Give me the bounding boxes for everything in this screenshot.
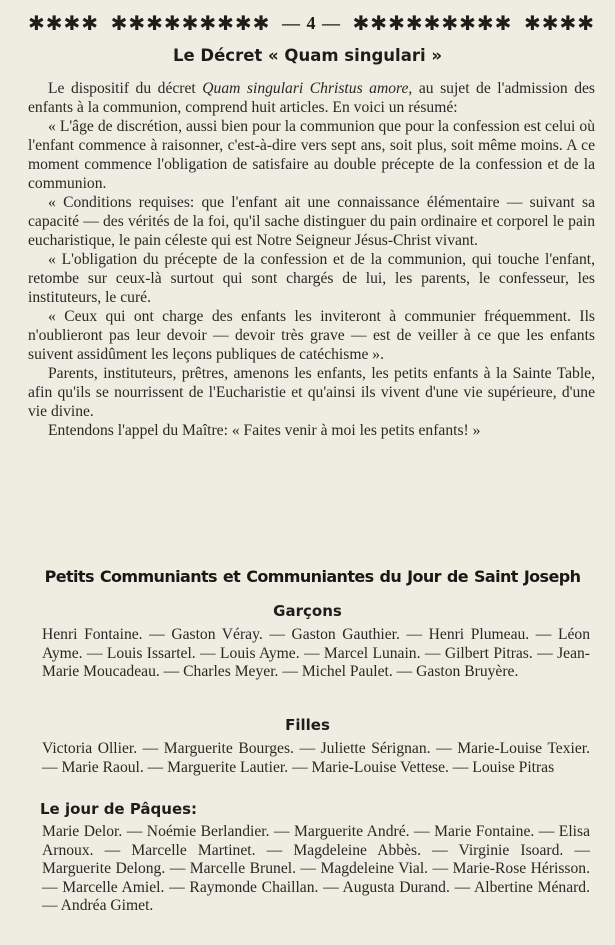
- closing-paragraph: Entendons l'appel du Maître: « Faites venir à moi les petits enfants! »: [48, 422, 481, 439]
- decree-paragraph-age: « L'âge de discrétion, aussi bien pour la communion que pour la confession est celui où l'enfant commence à raisonner, c'est-à-dire vers sept ans, soit plus, soit même moins. A ce moment commence l'obligation de satisfaire au double précepte de la confession et de la communion.: [28, 118, 595, 192]
- decree-name: Quam singulari Christus amore: [202, 80, 409, 97]
- girls-name-list: Victoria Ollier. — Marguerite Bourges. — Juliette Sérignan. — Marie-Louise Texier. — Marie Raoul. — Marguerite Lautier. — Marie-Louise Vettese. — Louise Pitras: [42, 740, 590, 776]
- intro-paragraph: Le dispositif du décret Quam singulari Christus amore, au sujet de l'admission des enfants à la communion, comprend huit articles. En voici un résumé:: [28, 80, 595, 116]
- communicants-heading: Petits Communiants et Communiantes du Jour de Saint Joseph: [44, 567, 581, 586]
- page-header: [28, 9, 595, 37]
- boys-name-list: Henri Fontaine. — Gaston Véray. — Gaston Gauthier. — Henri Plumeau. — Léon Ayme. — Louis Issartel. — Louis Ayme. — Marcel Lunain. — Gilbert Pitras. — Jean-Marie Moucadeau. — Charles Meyer. — Michel Paulet. — Gaston Bruyère.: [42, 626, 590, 681]
- header-stars-right-long: ✱✱✱✱✱✱✱✱✱: [352, 11, 513, 35]
- page-number: — 4 —: [281, 12, 341, 33]
- boys-subheading: Garçons: [273, 602, 342, 620]
- decree-paragraph-conditions: « Conditions requises: que l'enfant ait une connaissance élémentaire — suivant sa capacité — des vérités de la foi, qu'il sache distinguer du pain ordinaire et corporel le pain eucharistique, le pain céleste qui est Notre Seigneur Jésus-Christ vivant.: [28, 194, 595, 249]
- decree-paragraph-guardians: « Ceux qui ont charge des enfants les inviteront à communier fréquemment. Ils n'oublieront pas leur devoir — devoir très grave — est de veiller à ce que les enfants suivent assidûment les leçons publiques de catéchisme ».: [28, 308, 595, 363]
- easter-subheading: Le jour de Pâques:: [40, 800, 198, 818]
- article-body: [28, 79, 595, 440]
- header-stars-right-short: ✱✱✱✱: [523, 11, 595, 35]
- header-stars-left-long: ✱✱✱✱✱✱✱✱✱: [110, 11, 271, 35]
- article-title: Le Décret « Quam singulari »: [172, 46, 443, 65]
- girls-subheading: Filles: [285, 716, 330, 734]
- easter-name-list: Marie Delor. — Noémie Berlandier. — Marguerite André. — Marie Fontaine. — Elisa Arnoux. — Marcelle Martinet. — Magdeleine Abbès. — Virginie Isoard. — Marguerite Delong. — Marcelle Brunel. — Magdeleine Vial. — Marie-Rose Hérisson. — Marcelle Amiel. — Raymonde Chaillan. — Augusta Durand. — Albertine Ménard. — Andréa Gimet.: [42, 823, 590, 915]
- exhortation-paragraph: Parents, instituteurs, prêtres, amenons les enfants, les petits enfants à la Sainte Table, afin qu'ils se nourrissent de l'Eucharistie et qu'ainsi ils vivent d'une vie supérieure, d'une vie divine.: [28, 365, 595, 420]
- decree-paragraph-obligation: « L'obligation du précepte de la confession et de la communion, qui touche l'enfant, retombe sur ceux-là surtout qui sont chargés de lui, les parents, le confesseur, les instituteurs, le curé.: [28, 251, 595, 306]
- header-stars-left-short: ✱✱✱✱: [28, 11, 100, 35]
